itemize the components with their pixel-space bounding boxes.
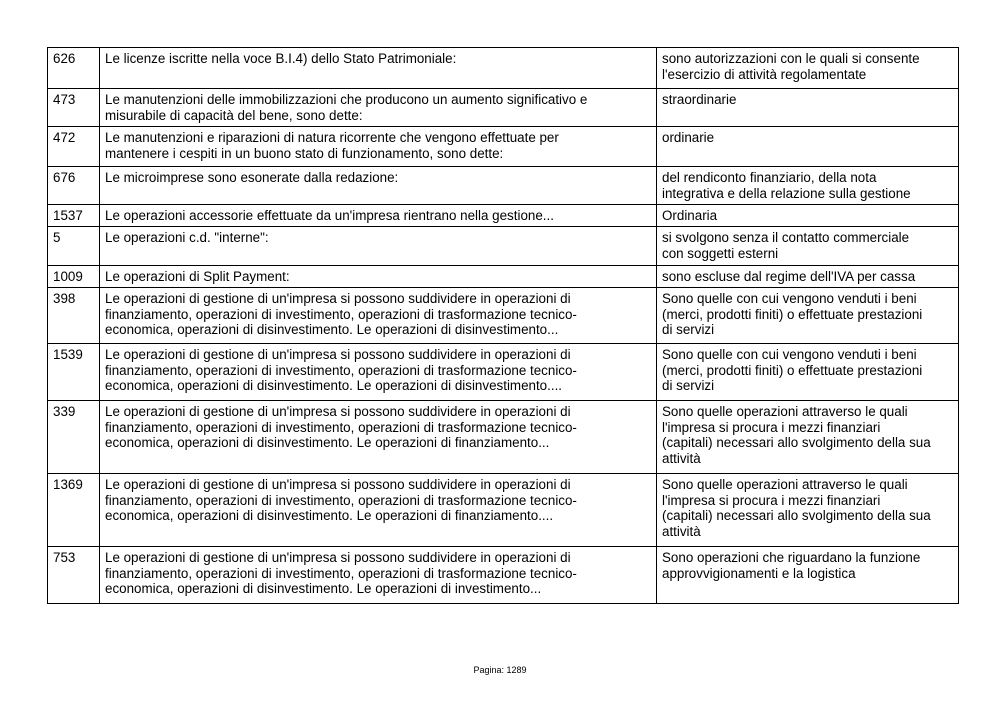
answer-text: sono escluse dal regime dell'IVA per cassa	[657, 266, 959, 288]
table-row	[48, 266, 959, 288]
question-id: 626	[48, 48, 100, 89]
answer-text: straordinarie	[657, 89, 959, 127]
question-text: Le operazioni di Split Payment:	[100, 266, 657, 288]
question-text: Le operazioni di gestione di un'impresa si possono suddividere in operazioni di finanziamento, operazioni di investimento, operazioni di trasformazione tecnico- economica, operazioni di disinvestimento. Le operazioni di finanziamento....	[100, 474, 657, 547]
question-text: Le operazioni c.d. "interne":	[100, 227, 657, 266]
question-id: 5	[48, 227, 100, 266]
question-id: 753	[48, 547, 100, 604]
page-number: Pagina: 1289	[473, 665, 527, 675]
question-text: Le operazioni di gestione di un'impresa si possono suddividere in operazioni di finanziamento, operazioni di investimento, operazioni di trasformazione tecnico- economica, operazioni di disinvestimento. Le operazioni di disinvestimento...	[100, 288, 657, 344]
question-text: Le operazioni di gestione di un'impresa si possono suddividere in operazioni di finanziamento, operazioni di investimento, operazioni di trasformazione tecnico- economica, operazioni di disinvestimento. Le operazioni di disinvestimento....	[100, 344, 657, 401]
table-row	[48, 205, 959, 227]
table-row	[48, 48, 959, 89]
question-text: Le operazioni accessorie effettuate da un'impresa rientrano nella gestione...	[100, 205, 657, 227]
answer-text: Sono quelle con cui vengono venduti i beni (merci, prodotti finiti) o effettuate prestazioni di servizi	[657, 288, 959, 344]
table-row	[48, 288, 959, 344]
table-row	[48, 127, 959, 167]
answer-text: sono autorizzazioni con le quali si consente l'esercizio di attività regolamentate	[657, 48, 959, 89]
question-text: Le operazioni di gestione di un'impresa si possono suddividere in operazioni di finanziamento, operazioni di investimento, operazioni di trasformazione tecnico- economica, operazioni di disinvestimento. Le operazioni di finanziamento...	[100, 401, 657, 474]
table-row	[48, 344, 959, 401]
question-id: 398	[48, 288, 100, 344]
table-row	[48, 547, 959, 604]
question-text: Le manutenzioni delle immobilizzazioni che producono un aumento significativo e misurabile di capacità del bene, sono dette:	[100, 89, 657, 127]
question-text: Le licenze iscritte nella voce B.I.4) dello Stato Patrimoniale:	[100, 48, 657, 89]
table-row	[48, 474, 959, 547]
question-id: 1009	[48, 266, 100, 288]
answer-text: Sono quelle operazioni attraverso le quali l'impresa si procura i mezzi finanziari (capitali) necessari allo svolgimento della sua attività	[657, 401, 959, 474]
table-row	[48, 167, 959, 205]
answer-text: Sono quelle con cui vengono venduti i beni (merci, prodotti finiti) o effettuate prestazioni di servizi	[657, 344, 959, 401]
answer-text: del rendiconto finanziario, della nota integrativa e della relazione sulla gestione	[657, 167, 959, 205]
question-id: 472	[48, 127, 100, 167]
answer-text: Ordinaria	[657, 205, 959, 227]
table-row	[48, 89, 959, 127]
answer-text: Sono operazioni che riguardano la funzione approvvigionamenti e la logistica	[657, 547, 959, 604]
answer-text: si svolgono senza il contatto commerciale con soggetti esterni	[657, 227, 959, 266]
table-row	[48, 227, 959, 266]
question-id: 1369	[48, 474, 100, 547]
table-row	[48, 401, 959, 474]
question-text: Le operazioni di gestione di un'impresa si possono suddividere in operazioni di finanziamento, operazioni di investimento, operazioni di trasformazione tecnico- economica, operazioni di disinvestimento. Le operazioni di investimento...	[100, 547, 657, 604]
question-text: Le microimprese sono esonerate dalla redazione:	[100, 167, 657, 205]
question-id: 1537	[48, 205, 100, 227]
question-id: 676	[48, 167, 100, 205]
question-text: Le manutenzioni e riparazioni di natura ricorrente che vengono effettuate per mantenere i cespiti in un buono stato di funzionamento, sono dette:	[100, 127, 657, 167]
answer-text: ordinarie	[657, 127, 959, 167]
question-id: 1539	[48, 344, 100, 401]
question-id: 473	[48, 89, 100, 127]
question-id: 339	[48, 401, 100, 474]
questions-table	[47, 47, 959, 604]
answer-text: Sono quelle operazioni attraverso le quali l'impresa si procura i mezzi finanziari (capitali) necessari allo svolgimento della sua attività	[657, 474, 959, 547]
